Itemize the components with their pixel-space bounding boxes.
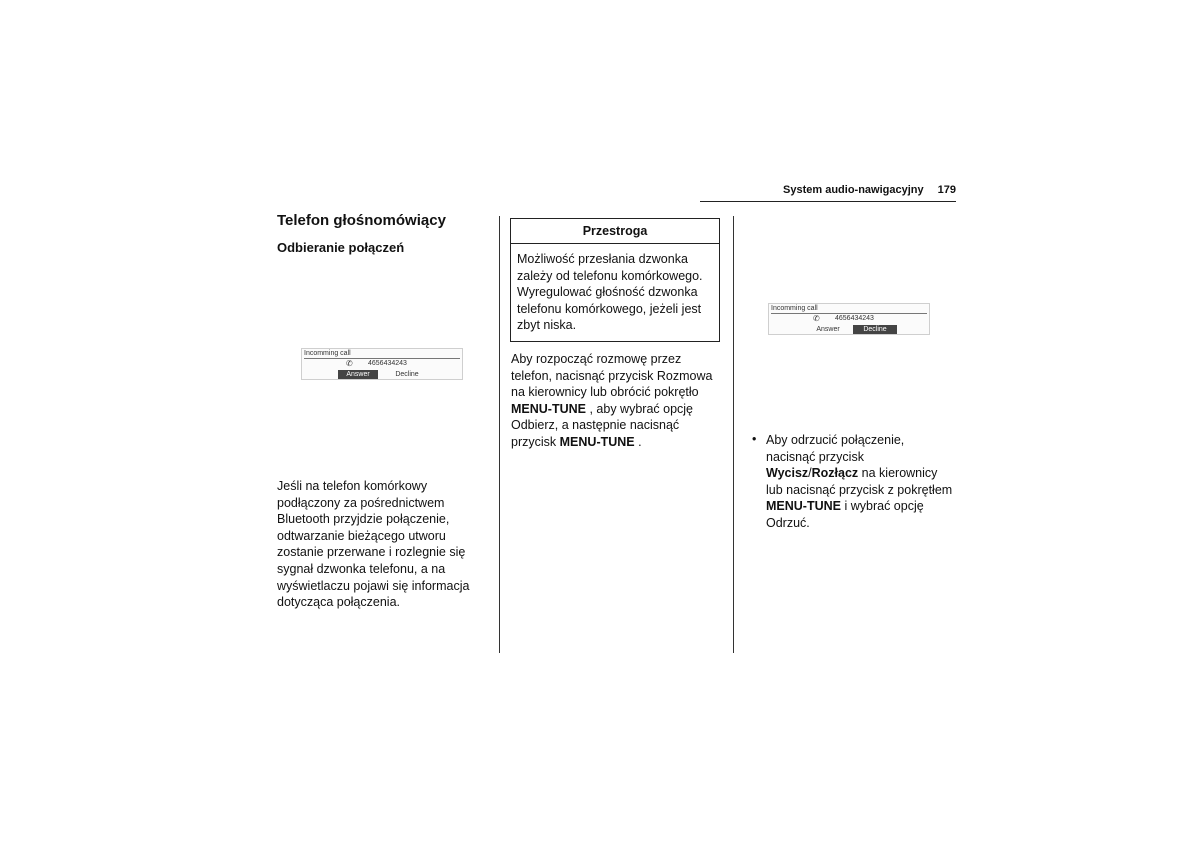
caller-number: 4656434243 [368, 360, 407, 367]
warning-title: Przestroga [511, 219, 719, 244]
page-number: 179 [937, 184, 956, 196]
mute-label: Wycisz [766, 466, 809, 481]
warning-box [510, 218, 720, 342]
decline-option: Decline [853, 325, 897, 334]
answer-text-2: , aby wybrać opcję Odbierz, a następnie nacisnąć przycisk [511, 401, 694, 449]
warning-text: Możliwość przesłania dzwonka zależy od telefonu komórkowego. Wyregulować głośność dzwonka telefonu komórkowego, jeżeli jest zbyt niska. [517, 252, 703, 333]
decline-text-1: Aby odrzucić połączenie, nacisnąć przycisk [766, 433, 905, 464]
caller-number: 4656434243 [835, 315, 874, 322]
subsection-title: Odbieranie połączeń [277, 240, 405, 255]
header-title: System audio-nawigacyjny [783, 184, 924, 196]
call-screen-label: Incomming call [304, 350, 351, 357]
bullet-icon: • [752, 432, 757, 446]
decline-bullet-text [766, 432, 956, 532]
decline-option: Decline [395, 371, 419, 378]
menu-tune-label: MENU-TUNE [559, 434, 635, 449]
call-screen-divider [304, 358, 460, 359]
answer-option: Answer [816, 326, 840, 333]
answer-text-3: . [638, 434, 642, 449]
menu-tune-label: MENU-TUNE [766, 499, 841, 514]
call-screen-divider [771, 313, 927, 314]
intro-paragraph: Jeśli na telefon komórkowy podłączony za pośrednictwem Bluetooth przyjdzie połączenie, odtwarzanie bieżącego utworu zostanie przerwane i rozlegnie się sygnał dzwonka telefonu, a na wyświetlaczu pojawi się informacja dotycząca połączenia. [277, 479, 470, 610]
decline-text-3: i wybrać opcję Odrzuć. [766, 499, 924, 530]
answer-option: Answer [338, 370, 378, 379]
page-header [700, 184, 956, 200]
decline-text-2: na kierownicy lub nacisnąć przycisk z pokrętłem [766, 466, 953, 497]
column-divider-2 [733, 216, 734, 653]
phone-icon: ✆ [813, 314, 820, 323]
answer-paragraph [511, 351, 723, 451]
slash: / [808, 466, 812, 481]
section-title: Telefon głośnomówiący [277, 212, 446, 229]
phone-icon: ✆ [346, 359, 353, 368]
call-screen-label: Incomming call [771, 305, 818, 312]
header-divider [700, 201, 956, 202]
column-divider-1 [499, 216, 500, 653]
answer-text-1: Aby rozpocząć rozmowę przez telefon, nacisnąć przycisk Rozmowa na kierownicy lub obrócić pokrętło [511, 352, 713, 400]
hangup-label: Rozłącz [811, 466, 859, 481]
menu-tune-label: MENU-TUNE [511, 401, 586, 416]
incoming-call-screen [301, 348, 463, 380]
incoming-call-screen-decline [768, 303, 930, 335]
